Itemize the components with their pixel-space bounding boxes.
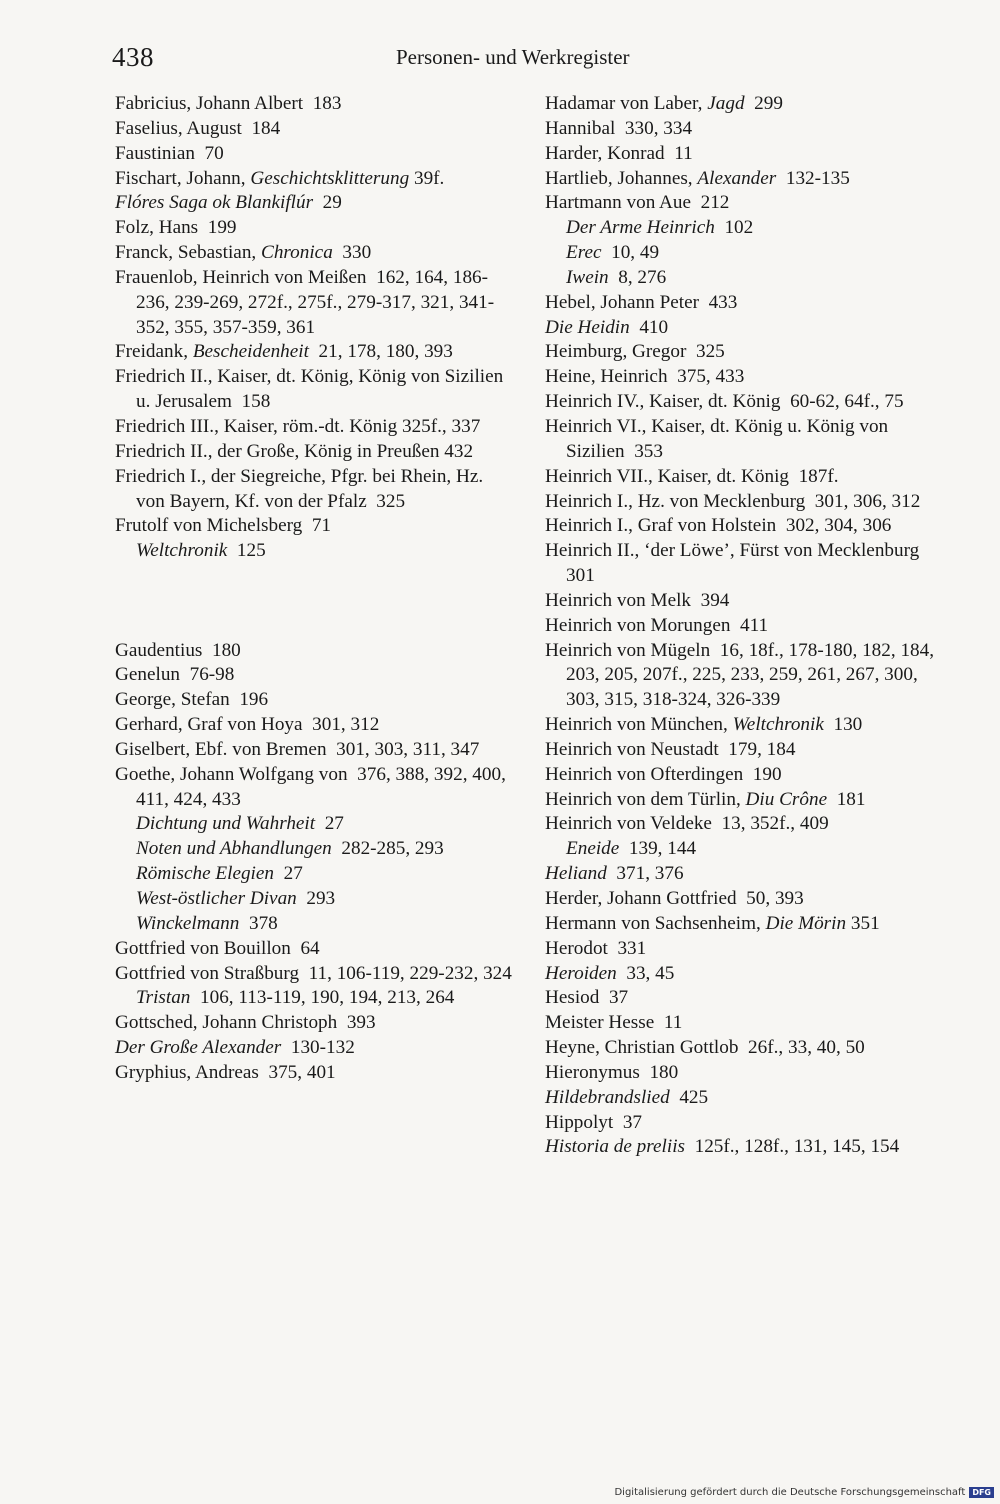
work-title: Heroiden	[545, 962, 617, 984]
entry-text: Heinrich von Melk 394	[545, 589, 730, 611]
entry-text: Heine, Heinrich 375, 433	[545, 366, 745, 388]
entry-text: Frauenlob, Heinrich von Meißen 162, 164, 186-236, 239-269, 272f., 275f., 279-317, 321, 341-352, 355, 357-359, 361	[115, 266, 495, 338]
entry-text: 139, 144	[619, 838, 697, 860]
digitization-credit	[614, 1487, 994, 1498]
entry-text: 130	[823, 714, 863, 736]
entry-text: Heinrich von München,	[545, 714, 733, 736]
index-entry	[545, 1061, 945, 1086]
index-subentry	[115, 862, 515, 887]
entry-text: Goethe, Johann Wolfgang von 376, 388, 392, 400, 411, 424, 433	[115, 763, 511, 810]
index-entry	[115, 663, 515, 688]
index-entry	[115, 216, 515, 241]
entry-text: Fabricius, Johann Albert 183	[115, 93, 342, 114]
work-title: Noten und Abhandlungen	[136, 838, 332, 860]
entry-text: Hippolyt 37	[545, 1111, 643, 1133]
work-title: Weltchronik	[732, 714, 824, 736]
entry-text: Harder, Konrad 11	[545, 142, 693, 164]
entry-text: 27	[274, 863, 303, 885]
entry-text: 102	[714, 217, 754, 239]
entry-text: 33, 45	[616, 962, 675, 984]
index-entry	[545, 1011, 945, 1036]
index-entry	[545, 167, 945, 192]
index-entry	[115, 514, 515, 539]
entry-text: 21, 178, 180, 393	[308, 341, 453, 363]
index-entry	[115, 365, 515, 415]
entry-text: 130-132	[281, 1037, 355, 1059]
index-entry	[545, 291, 945, 316]
letter-section-gap	[115, 564, 515, 639]
work-title: Bescheidenheit	[192, 341, 309, 363]
index-entry	[545, 539, 945, 589]
entry-text: Franck, Sebastian,	[115, 242, 262, 264]
entry-text: Faselius, August 184	[115, 117, 281, 139]
index-entry	[115, 241, 515, 266]
entry-text: 330	[332, 242, 372, 264]
index-entry	[545, 937, 945, 962]
index-entry	[545, 763, 945, 788]
index-entry	[545, 92, 945, 117]
entry-text: Heinrich II., ‘der Löwe’, Fürst von Mecklenburg 301	[545, 540, 929, 587]
index-entry	[115, 937, 515, 962]
work-title: Alexander	[697, 167, 777, 189]
index-subentry	[115, 539, 515, 564]
entry-text: Heinrich I., Hz. von Mecklenburg 301, 306, 312	[545, 490, 921, 512]
index-entry	[545, 639, 945, 714]
work-title: Jagd	[707, 93, 745, 114]
entry-text: Friedrich II., Kaiser, dt. König, König von Sizilien u. Jerusalem 158	[115, 366, 509, 413]
index-entry	[545, 390, 945, 415]
entry-text: 27	[315, 813, 344, 835]
index-entry	[115, 738, 515, 763]
entry-text: Heimburg, Gregor 325	[545, 341, 725, 363]
work-title: Iwein	[566, 266, 609, 288]
work-title: Hildebrandslied	[545, 1086, 670, 1108]
entry-text: George, Stefan 196	[115, 689, 269, 711]
index-column-right	[545, 92, 945, 1160]
index-entry	[545, 415, 945, 465]
entry-text: Gerhard, Graf von Hoya 301, 312	[115, 714, 380, 736]
entry-text: Gottfried von Straßburg 11, 106-119, 229-232, 324	[115, 962, 512, 984]
entry-text: 10, 49	[601, 242, 660, 264]
entry-text: Hadamar von Laber,	[545, 93, 708, 114]
index-entry	[545, 589, 945, 614]
index-entry	[115, 340, 515, 365]
dfg-logo: DFG	[969, 1487, 994, 1498]
index-subentry	[115, 837, 515, 862]
entry-text: Hesiod 37	[545, 987, 629, 1009]
index-entry	[545, 340, 945, 365]
entry-text: 181	[827, 788, 866, 810]
entry-text: 125f., 128f., 131, 145, 154	[685, 1136, 900, 1158]
index-entry	[545, 962, 945, 987]
index-subentry	[545, 266, 945, 291]
index-entry	[115, 191, 515, 216]
entry-text: Heinrich IV., Kaiser, dt. König 60-62, 64f., 75	[545, 391, 904, 413]
work-title: Der Große Alexander	[115, 1037, 282, 1059]
work-title: Chronica	[261, 242, 333, 264]
entry-text: Faustinian 70	[115, 142, 224, 164]
entry-text: 351	[846, 912, 880, 934]
work-title: Die Mörin	[765, 912, 847, 934]
entry-text: 132-135	[776, 167, 850, 189]
entry-text: Friedrich I., der Siegreiche, Pfgr. bei Rhein, Hz. von Bayern, Kf. von der Pfalz 325	[115, 465, 488, 512]
entry-text: Heinrich von Mügeln 16, 18f., 178-180, 182, 184, 203, 205, 207f., 225, 233, 259, 261, 267, 300, 303, 315, 318-324, 326-339	[545, 639, 939, 711]
entry-text: 29	[313, 192, 342, 214]
work-title: Weltchronik	[136, 540, 228, 562]
work-title: Winckelmann	[136, 912, 240, 934]
entry-text: Frutolf von Michelsberg 71	[115, 515, 332, 537]
work-title: Geschichtsklitterung	[250, 167, 410, 189]
index-column-left	[115, 92, 515, 1086]
index-entry	[545, 1036, 945, 1061]
entry-text: Heinrich von dem Türlin,	[545, 788, 746, 810]
index-entry	[115, 465, 515, 515]
index-entry	[115, 639, 515, 664]
entry-text: Hannibal 330, 334	[545, 117, 693, 139]
index-entry	[545, 738, 945, 763]
work-title: West-östlicher Divan	[136, 887, 297, 909]
index-entry	[115, 266, 515, 341]
index-entry	[115, 440, 515, 465]
work-title: Heliand	[545, 863, 607, 885]
work-title: Tristan	[136, 987, 191, 1009]
entry-text: 8, 276	[608, 266, 667, 288]
index-entry	[545, 365, 945, 390]
entry-text: Gottfried von Bouillon 64	[115, 937, 320, 959]
index-entry	[115, 92, 515, 117]
page-number: 438	[112, 42, 154, 72]
work-title: Der Arme Heinrich	[566, 217, 715, 239]
entry-text: Heinrich VII., Kaiser, dt. König 187f.	[545, 465, 839, 487]
entry-text: Hermann von Sachsenheim,	[545, 912, 766, 934]
index-entry	[545, 316, 945, 341]
entry-text: Heinrich von Veldeke 13, 352f., 409	[545, 813, 829, 835]
index-subentry	[545, 837, 945, 862]
index-entry	[115, 763, 515, 813]
entry-text: Heinrich I., Graf von Holstein 302, 304, 306	[545, 515, 892, 537]
index-entry	[545, 986, 945, 1011]
entry-text: Folz, Hans 199	[115, 217, 237, 239]
index-subentry	[545, 241, 945, 266]
work-title: Diu Crône	[745, 788, 828, 810]
index-entry	[545, 465, 945, 490]
index-entry	[545, 887, 945, 912]
index-entry	[115, 1061, 515, 1086]
entry-text: Heyne, Christian Gottlob 26f., 33, 40, 50	[545, 1037, 865, 1059]
entry-text: Friedrich III., Kaiser, röm.-dt. König 325f., 337	[115, 415, 481, 437]
entry-text: 293	[296, 887, 336, 909]
entry-text: 39f.	[409, 167, 445, 189]
index-entry	[545, 788, 945, 813]
index-subentry	[115, 912, 515, 937]
index-entry	[115, 1011, 515, 1036]
index-entry	[115, 415, 515, 440]
index-entry	[545, 713, 945, 738]
entry-text: 410	[629, 316, 669, 338]
work-title: Dichtung und Wahrheit	[136, 813, 316, 835]
entry-text: Hartmann von Aue 212	[545, 192, 730, 214]
index-entry	[115, 142, 515, 167]
index-entry	[545, 1086, 945, 1111]
credit-text: Digitalisierung gefördert durch die Deutsche Forschungsgemeinschaft	[614, 1487, 966, 1498]
entry-text: 425	[669, 1086, 709, 1108]
index-subentry	[115, 887, 515, 912]
entry-text: Heinrich von Neustadt 179, 184	[545, 738, 796, 760]
entry-text: Hebel, Johann Peter 433	[545, 291, 738, 313]
entry-text: Herder, Johann Gottfried 50, 393	[545, 888, 804, 909]
index-entry	[115, 167, 515, 192]
work-title: Römische Elegien	[136, 863, 274, 885]
entry-text: Herodot 331	[545, 937, 647, 959]
index-entry	[115, 962, 515, 987]
index-entry	[545, 862, 945, 887]
index-entry	[545, 912, 945, 937]
entry-text: Heinrich VI., Kaiser, dt. König u. König von Sizilien 353	[545, 415, 893, 462]
index-entry	[115, 117, 515, 142]
entry-text: 299	[744, 93, 783, 114]
index-entry	[115, 688, 515, 713]
index-entry	[115, 713, 515, 738]
work-title: Flóres Saga ok Blankiflúr	[115, 192, 314, 214]
index-entry	[545, 1135, 945, 1160]
entry-text: Freidank,	[115, 341, 193, 363]
work-title: Historia de preliis	[545, 1136, 685, 1158]
index-subentry	[115, 812, 515, 837]
index-subentry	[545, 216, 945, 241]
index-entry	[545, 514, 945, 539]
work-title: Eneide	[566, 838, 620, 860]
entry-text: Hartlieb, Johannes,	[545, 167, 698, 189]
index-entry	[545, 142, 945, 167]
entry-text: 106, 113-119, 190, 194, 213, 264	[190, 987, 455, 1009]
entry-text: 282-285, 293	[331, 838, 444, 860]
index-entry	[545, 1111, 945, 1136]
entry-text: Heinrich von Morungen 411	[545, 614, 769, 636]
index-entry	[545, 117, 945, 142]
work-title: Die Heidin	[545, 316, 630, 338]
index-entry	[545, 191, 945, 216]
entry-text: 125	[227, 540, 266, 562]
entry-text: Giselbert, Ebf. von Bremen 301, 303, 311, 347	[115, 738, 480, 760]
work-title: Erec	[566, 242, 602, 264]
index-entry	[545, 490, 945, 515]
index-entry	[545, 614, 945, 639]
entry-text: Fischart, Johann,	[115, 167, 251, 189]
entry-text: Genelun 76-98	[115, 664, 235, 686]
index-subentry	[115, 986, 515, 1011]
entry-text: 371, 376	[606, 863, 684, 885]
entry-text: Friedrich II., der Große, König in Preußen 432	[115, 440, 474, 462]
entry-text: Gryphius, Andreas 375, 401	[115, 1061, 336, 1083]
index-entry	[115, 1036, 515, 1061]
entry-text: 378	[239, 912, 278, 934]
running-head: Personen- und Werkregister	[396, 45, 630, 69]
entry-text: Heinrich von Ofterdingen 190	[545, 763, 782, 785]
entry-text: Hieronymus 180	[545, 1061, 679, 1083]
index-entry	[545, 812, 945, 837]
entry-text: Gottsched, Johann Christoph 393	[115, 1012, 376, 1034]
entry-text: Gaudentius 180	[115, 639, 241, 661]
entry-text: Meister Hesse 11	[545, 1012, 683, 1034]
